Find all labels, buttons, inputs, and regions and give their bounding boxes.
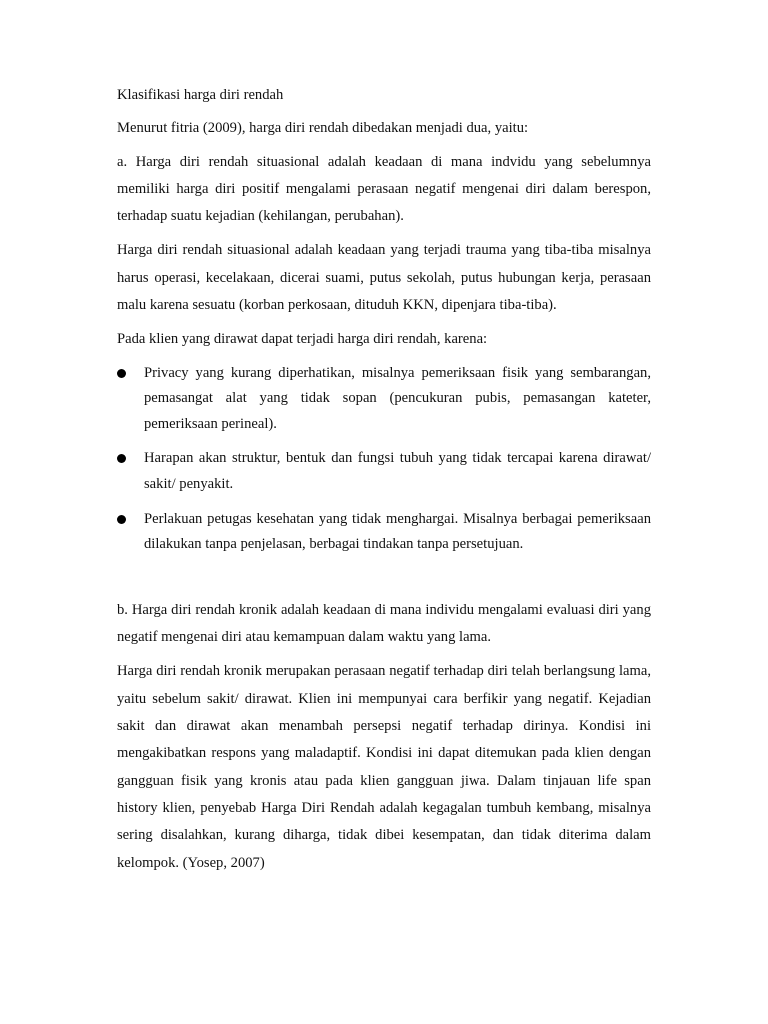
bullet-dot-icon [117, 515, 126, 524]
bullet-dot-icon [117, 454, 126, 463]
causes-intro: Pada klien yang dirawat dapat terjadi harga diri rendah, karena: [117, 331, 488, 348]
document-page [117, 82, 651, 884]
section-b-explanation: Harga diri rendah kronik merupakan perasaan negatif terhadap diri telah berlangsung lama, yaitu sebelum sakit/ dirawat. Klien ini mempunyai cara berfikir yang negatif. Kejadian sakit dan dirawat akan menambah persepsi negatif terhadap dirinya. Kondisi ini mengakibatkan respons yang maladaptif. Kondisi ini dapat ditemukan pada klien dengan gangguan fisik yang kronis atau pada klien gangguan jiwa. Dalam tinjauan life span history klien, penyebab Harga Diri Rendah adalah kegagalan tumbuh kembang, misalnya sering disalahkan, kurang diharga, tidak dibei kesempatan, dan tidak diterima dalam kelompok. (Yosep, 2007) [117, 663, 651, 871]
list-item-text: Harapan akan struktur, bentuk dan fungsi tubuh yang tidak tercapai karena dirawat/ sakit/ penyakit. [144, 450, 651, 493]
section-b-definition: b. Harga diri rendah kronik adalah keadaan di mana individu mengalami evaluasi diri yang negatif mengenai diri atau kemampuan dalam waktu yang lama. [117, 601, 651, 646]
section-spacer [117, 567, 651, 597]
intro-paragraph: Menurut fitria (2009), harga diri rendah dibedakan menjadi dua, yaitu: [117, 120, 529, 137]
list-item-text: Perlakuan petugas kesehatan yang tidak menghargai. Misalnya berbagai pemeriksaan dilakukan tanpa penjelasan, berbagai tindakan tanpa persetujuan. [144, 510, 651, 553]
list-item-text: Privacy yang kurang diperhatikan, misalnya pemeriksaan fisik yang sembarangan, pemasangat alat yang tidak sopan (pencukuran pubis, pemasangan kateter, pemeriksaan perineal). [144, 364, 651, 432]
list-item [117, 507, 651, 558]
causes-list [117, 361, 651, 558]
bullet-dot-icon [117, 369, 126, 378]
section-a-definition: a. Harga diri rendah situasional adalah keadaan di mana indvidu yang sebelumnya memiliki harga diri positif mengalami perasaan negatif mengenai diri dalam berespon, terhadap suatu kejadian (kehilangan, perubahan). [117, 153, 651, 225]
document-title: Klasifikasi harga diri rendah [117, 87, 284, 103]
list-item [117, 361, 651, 438]
section-a-explanation: Harga diri rendah situasional adalah keadaan yang terjadi trauma yang tiba-tiba misalnya harus operasi, kecelakaan, dicerai suami, putus sekolah, putus hubungan kerja, perasaan malu karena sesuatu (korban perkosaan, dituduh KKN, dipenjara tiba-tiba). [117, 242, 651, 314]
list-item [117, 446, 651, 497]
